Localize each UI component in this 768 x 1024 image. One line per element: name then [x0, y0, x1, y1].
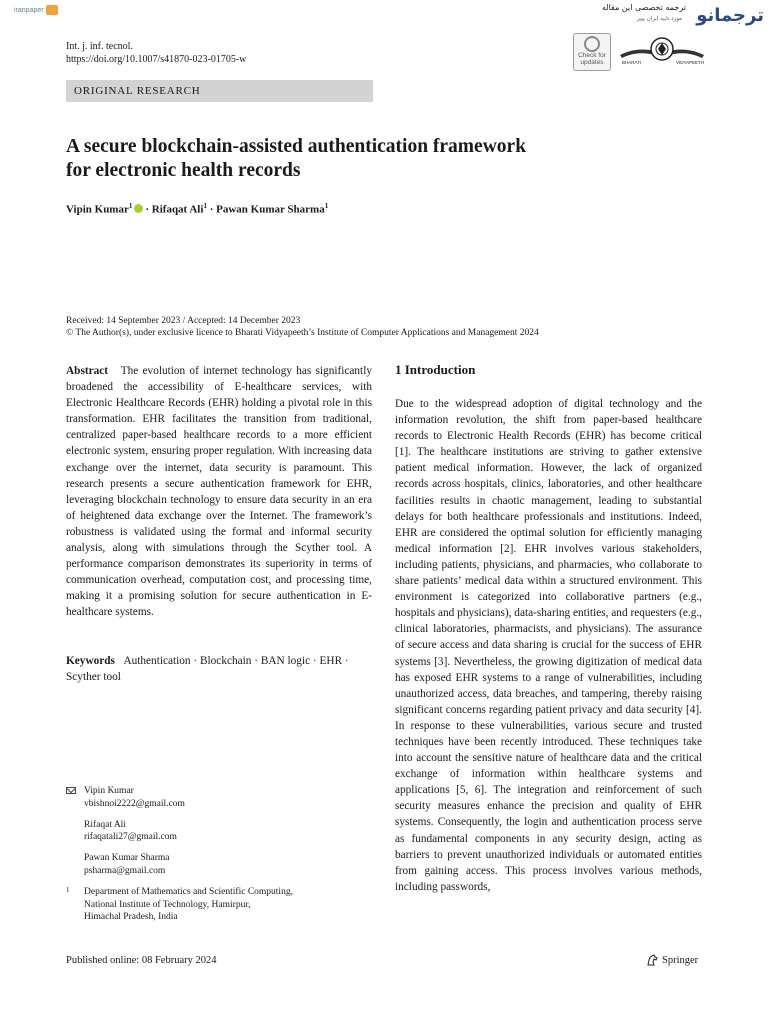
author-list — [66, 202, 328, 216]
introduction-heading: 1 Introduction — [395, 362, 476, 377]
affiliation — [66, 886, 372, 924]
coauthor-contact — [66, 852, 372, 878]
title-line-2: for electronic health records — [66, 160, 301, 181]
orcid-icon[interactable] — [134, 204, 143, 213]
affiliation-line: Himachal Pradesh, India — [84, 912, 178, 923]
title-line-1: A secure blockchain-assisted authentication framework — [66, 136, 527, 157]
keywords-section — [66, 653, 372, 685]
iranpaper-logo-icon — [46, 5, 58, 15]
corresponding-author — [66, 785, 372, 811]
springer-horse-icon — [646, 954, 658, 966]
author-separator: · — [209, 203, 214, 216]
author-separator: · — [145, 203, 150, 216]
publication-dates — [66, 315, 539, 339]
corr-email[interactable]: psharma@gmail.com — [84, 865, 166, 876]
doi-link[interactable]: https://doi.org/10.1007/s41870-023-01705-w — [66, 54, 247, 65]
corr-email[interactable]: vbishnoi2222@gmail.com — [84, 798, 185, 809]
keywords-label: Keywords — [66, 655, 115, 667]
author-name[interactable]: Vipin Kumar — [66, 203, 129, 216]
affiliation-line: National Institute of Technology, Hamirpur, — [84, 899, 251, 910]
copyright-notice: © The Author(s), under exclusive licence to Bharati Vidyapeeth’s Institute of Computer Applications and Management 2024 — [66, 328, 539, 338]
published-online-date: Published online: 08 February 2024 — [66, 955, 217, 966]
abstract-section — [66, 363, 372, 621]
affiliation-marker: 1 — [324, 202, 329, 210]
article-type-banner: ORIGINAL RESEARCH — [66, 80, 373, 102]
corr-name: Vipin Kumar — [84, 786, 134, 796]
seal-text-left: BHARATI — [622, 60, 642, 65]
correspondence-block — [66, 785, 372, 924]
introduction-body — [395, 396, 702, 895]
bharati-vidyapeeth-seal-icon — [618, 33, 706, 67]
corr-name: Pawan Kumar Sharma — [84, 853, 170, 864]
affiliation-marker: 1 — [203, 202, 207, 210]
received-accepted-dates: Received: 14 September 2023 / Accepted: 14 December 2023 — [66, 316, 301, 326]
translation-watermark-line2: مورد تایید ایران پیپر — [637, 16, 682, 22]
journal-name: Int. j. inf. tecnol. — [66, 41, 133, 52]
corr-name: Rifaqat Ali — [84, 819, 126, 830]
article-title — [66, 135, 626, 183]
author-name[interactable]: Rifaqat Ali — [151, 203, 204, 216]
coauthor-contact — [66, 819, 372, 845]
check-updates-line1: Check for — [578, 52, 606, 59]
affiliation-line: Department of Mathematics and Scientific Computing, — [84, 886, 293, 897]
springer-label: Springer — [662, 954, 699, 966]
journal-info — [66, 40, 246, 66]
iranpaper-watermark — [14, 5, 58, 15]
check-for-updates-badge[interactable] — [573, 33, 611, 71]
check-updates-icon — [584, 36, 600, 52]
introduction-paragraph: Due to the widespread adoption of digital technology and the information revolution, the shift from paper-based healthcare records to Electronic Health Records (EHR) has become critical [1]. The healthcare institutions are striving to gather extensive patient medical information. However, the lack of organized records across hospitals, clinics, laboratories, and other healthcare facilities results in chaotic management, leading to substantial delays for both healthcare professionals and institutions. Indeed, EHR are considered the optimal solution for efficiently managing medical information [2]. EHR involves various stakeholders, including patients, physicians, and pharmacies, who collaborate to share patients’ medical data within a structured environment. This environment is categorized into collaborative partners (e.g., hospitals and physicians), data-sharing entities, and requesters (e.g., clinical laboratories, pharmacists, and physicians). The assurance of secure access and data sharing is crucial for the success of EHR systems [3]. Nevertheless, the growing digitization of medical data has exposed EHR systems to a range of vulnerabilities, including unauthorized access, data breaches, and tampering, thereby raising significant concerns regarding patient privacy and data security [4]. In response to these vulnerabilities, various secure and trusted techniques have been recently introduced. These techniques take into account the sensitive nature of healthcare data and the critical exchange of information within healthcare systems and applications [5, 6]. The integration and reinforcement of such security measures enhance the precision and quality of EHR systems. Consequently, the login and authentication process serve as fundamental components in any security design, acting as barriers to prevent unauthorized individuals or automated entities from gaining access. This process involves various methods, including passwords, — [395, 398, 702, 893]
translation-watermark-line1: ترجمه تخصصی این مقاله — [601, 3, 686, 12]
abstract-text: The evolution of internet technology has significantly broadened the accessibility of E-healthcare services, with Electronic Healthcare Records (EHR) holding a pivotal role in this transformation. EHR facilitates the transition from traditional, centralized paper-based healthcare records to a more efficient electronic system, ensuring proper regulation. With increasing data exchange over the internet, data security is paramount. This research presents a secure authentication framework for EHR, leveraging blockchain technology to ensure data security in an era of heightened data exchange over the Internet. The framework’s robustness is validated using the formal and informal security analysis, along with simulations through the Scyther tool. A performance comparison demonstrates its superiority in terms of communication overhead, computation cost, and processing time, making it a promising solution for secure authentication in E-healthcare systems. — [66, 365, 372, 619]
affiliation-marker: 1 — [128, 202, 133, 210]
tarjomano-logo: ترجمانو — [696, 5, 764, 26]
iranpaper-label: iranpaper — [14, 6, 44, 14]
check-updates-line2: updates — [580, 58, 604, 66]
seal-text-right: VIDYAPEETH — [676, 60, 705, 65]
springer-logo — [646, 954, 698, 966]
envelope-icon — [66, 787, 76, 794]
keywords-text: Authentication · Blockchain · BAN logic · EHR · Scyther tool — [66, 655, 349, 684]
translation-watermark — [601, 2, 764, 30]
abstract-label: Abstract — [66, 365, 109, 377]
affiliation-number: 1 — [66, 885, 70, 894]
corr-email[interactable]: rifaqatali27@gmail.com — [84, 832, 177, 843]
author-name[interactable]: Pawan Kumar Sharma — [216, 203, 325, 216]
